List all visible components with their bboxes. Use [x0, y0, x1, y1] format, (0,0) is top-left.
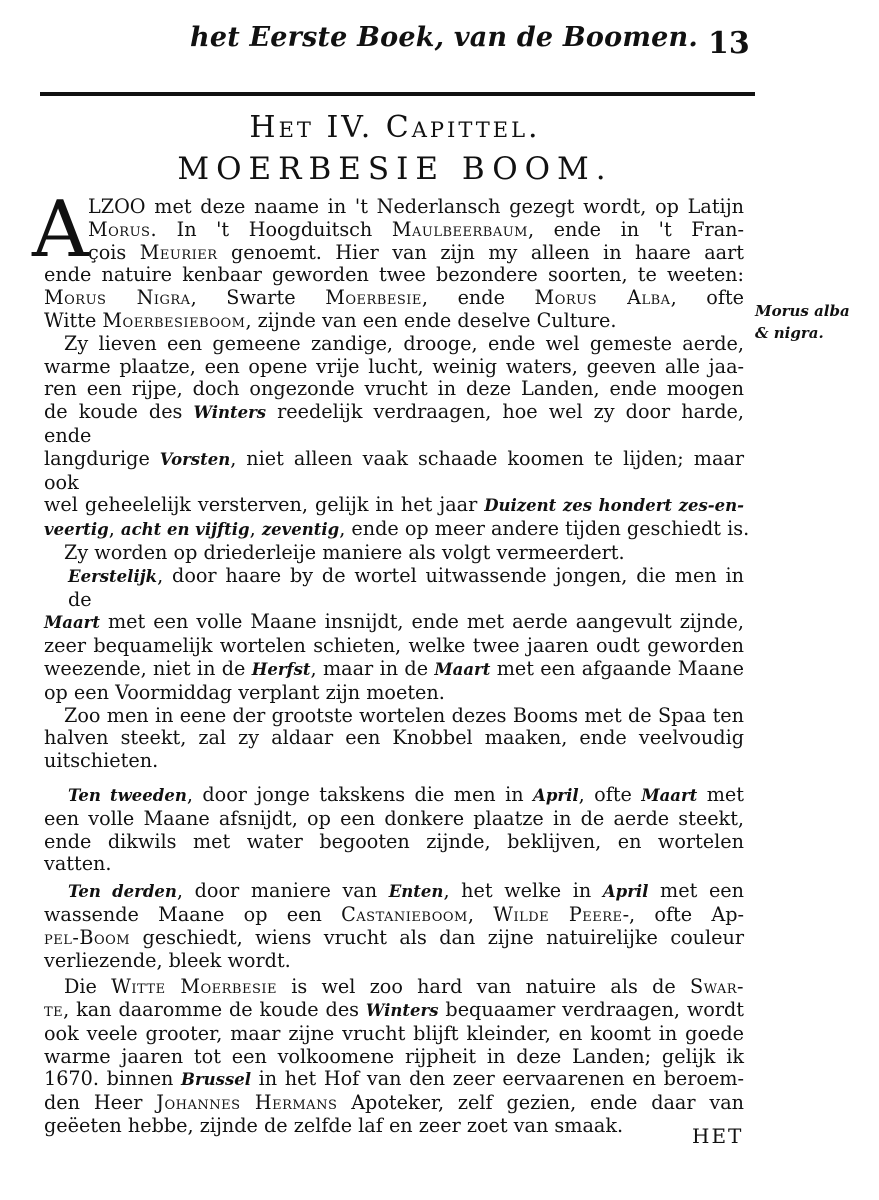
text-line: Eerstelijk, door haare by de wortel uitwassende jongen, die men in de — [68, 563, 744, 611]
text-line: te, kan daaromme de koude des Winters bequaamer verdraagen, wordt — [44, 998, 744, 1022]
margin-note-line: Morus alba — [755, 302, 850, 320]
chapter-heading: Het IV. Capittel. — [249, 110, 541, 145]
text-line: veertig, acht en vijftig, zeventig, ende op meer andere tijden geschiedt is. — [44, 517, 750, 541]
text-line: Witte Moerbesieboom, zijnde van een ende deselve Culture. — [44, 308, 617, 332]
paragraph-7 — [44, 880, 744, 972]
paragraph-6 — [44, 784, 744, 876]
text-line: Zy lieven een gemeene zandige, drooge, ende wel gemeste aerde, — [64, 331, 744, 355]
text-line: ook veele grooter, maar zijne vrucht blijft kleinder, en koomt in goede — [44, 1021, 744, 1045]
text-line: warme plaatze, een opene vrije lucht, weinig waters, geeven alle jaa- — [44, 354, 744, 378]
paragraph-4 — [44, 565, 744, 705]
text-line: een volle Maane afsnijdt, op een donkere plaatze in de aerde steekt, — [44, 806, 744, 830]
text-line: Zoo men in eene der grootste wortelen dezes Booms met de Spaa ten — [64, 703, 744, 727]
text-line: langdurige Vorsten, niet alleen vaak schaade koomen te lijden; maar ook — [44, 446, 744, 494]
paragraph-5 — [44, 705, 744, 773]
text-line: wassende Maane op een Castanieboom, Wilde Peere-, ofte Ap- — [44, 902, 745, 926]
text-line: Maart met een volle Maane insnijdt, ende met aerde aangevult zijnde, — [44, 610, 744, 634]
page-number: 13 — [708, 26, 750, 61]
chapter-title: MOERBESIE BOOM. — [177, 151, 613, 187]
text-line: ende natuire kenbaar geworden twee bezondere soorten, te weeten: — [44, 263, 744, 287]
text-line: weezende, niet in de Herfst, maar in de Maart met een afgaande Maane — [44, 656, 744, 680]
text-line: halven steekt, zal zy aldaar een Knobbel maaken, ende veelvoudig — [44, 726, 744, 750]
text-line: de koude des Winters reedelijk verdraagen, hoe wel zy door harde, ende — [44, 400, 744, 447]
text-line: ende dikwils met water begooten zijnde, beklijven, en wortelen — [44, 829, 744, 853]
header-rule — [40, 92, 755, 96]
paragraph-1 — [44, 196, 744, 333]
text-line: geëeten hebbe, zijnde de zelfde laf en zeer zoet van smaak. — [44, 1114, 624, 1138]
text-line: Morus Nigra, Swarte Moerbesie, ende Morus Alba, ofte — [44, 286, 745, 310]
body-text — [44, 195, 750, 1138]
text-line: Ten derden, door maniere van Enten, het welke in April met een — [68, 879, 745, 903]
text-line: den Heer Johannes Hermans Apoteker, zelf gezien, ende daar van — [44, 1091, 745, 1115]
text-line: pel-Boom geschiedt, wiens vrucht als dan zijne natuirelijke couleur — [44, 925, 744, 949]
text-line: uitschieten. — [44, 749, 159, 773]
catchword: HET — [692, 1124, 744, 1148]
text-line: verliezende, bleek wordt. — [44, 948, 291, 972]
margin-note-line: & nigra. — [755, 324, 824, 342]
text-line: zeer bequamelijk wortelen schieten, welke twee jaaren oudt geworden — [44, 634, 744, 658]
margin-note — [755, 300, 865, 344]
drop-cap: A — [32, 185, 89, 275]
paragraph-8 — [44, 976, 744, 1138]
paragraph-2 — [44, 331, 750, 542]
text-line: wel geheelelijk versterven, gelijk in het jaar Duizent zes hondert zes-en- — [44, 493, 744, 517]
running-title: het Eerste Boek, van de Boomen. — [190, 22, 698, 53]
paragraph-3 — [44, 542, 744, 565]
text-line: çois Meurier genoemt. Hier van zijn my alleen in haare aart — [88, 240, 744, 264]
text-line: ren een rijpe, doch ongezonde vrucht in deze Landen, ende moogen — [44, 377, 744, 401]
text-line: Die Witte Moerbesie is wel zoo hard van natuire als de Swar- — [64, 975, 744, 999]
text-line: vatten. — [44, 852, 112, 876]
text-line: Morus. In 't Hoogduitsch Maulbeerbaum, ende in 't Fran- — [88, 217, 744, 241]
text-line: 1670. binnen Brussel in het Hof van den zeer eervaarenen en beroem- — [44, 1067, 744, 1091]
text-line: Zy worden op driederleije maniere als volgt vermeerdert. — [64, 540, 625, 564]
text-line: warme jaaren tot een volkoomene rijpheit in deze Landen; gelijk ik — [44, 1044, 744, 1068]
text-line: LZOO met deze naame in 't Nederlansch gezegt wordt, op Latijn — [88, 195, 744, 218]
text-line: op een Voormiddag verplant zijn moeten. — [44, 680, 445, 704]
text-line: Ten tweeden, door jonge takskens die men in April, ofte Maart met — [68, 782, 744, 806]
